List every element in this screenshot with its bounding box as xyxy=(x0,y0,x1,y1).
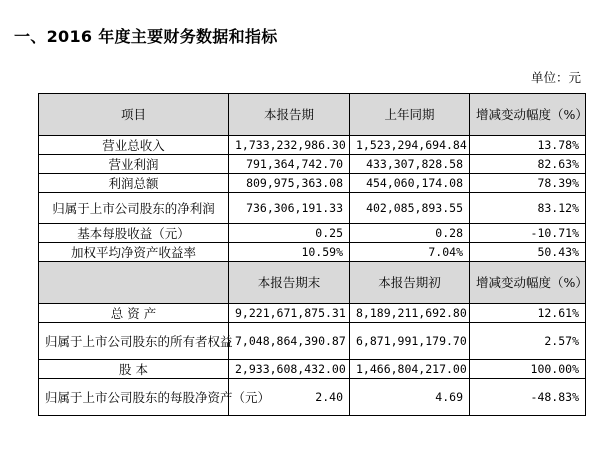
row-change: -10.71% xyxy=(470,224,586,243)
row-current: 2.40 xyxy=(229,379,350,416)
row-item: 加权平均净资产收益率 xyxy=(39,243,229,262)
row-item: 股 本 xyxy=(39,360,229,379)
row-change: 50.43% xyxy=(470,243,586,262)
row-item: 归属于上市公司股东的净利润 xyxy=(39,193,229,224)
header-period-end: 本报告期末 xyxy=(229,262,350,304)
row-change: 13.78% xyxy=(470,136,586,155)
header-current-period: 本报告期 xyxy=(229,94,350,136)
table-row xyxy=(39,224,586,243)
row-prior: 433,307,828.58 xyxy=(350,155,470,174)
row-current: 9,221,671,875.31 xyxy=(229,304,350,323)
row-current: 7,048,864,390.87 xyxy=(229,323,350,360)
table-row xyxy=(39,136,586,155)
row-item: 营业利润 xyxy=(39,155,229,174)
header-blank xyxy=(39,262,229,304)
row-prior: 1,523,294,694.84 xyxy=(350,136,470,155)
row-item: 基本每股收益（元） xyxy=(39,224,229,243)
row-prior: 454,060,174.08 xyxy=(350,174,470,193)
row-prior: 4.69 xyxy=(350,379,470,416)
header-prior-period: 上年同期 xyxy=(350,94,470,136)
row-change: 100.00% xyxy=(470,360,586,379)
row-prior: 402,085,893.55 xyxy=(350,193,470,224)
row-current: 736,306,191.33 xyxy=(229,193,350,224)
header-period-start: 本报告期初 xyxy=(350,262,470,304)
row-item: 利润总额 xyxy=(39,174,229,193)
table-row xyxy=(39,243,586,262)
row-prior: 8,189,211,692.80 xyxy=(350,304,470,323)
table-row xyxy=(39,174,586,193)
row-change: 2.57% xyxy=(470,323,586,360)
row-change: 12.61% xyxy=(470,304,586,323)
row-prior: 6,871,991,179.70 xyxy=(350,323,470,360)
row-prior: 7.04% xyxy=(350,243,470,262)
row-item: 归属于上市公司股东的每股净资产（元） xyxy=(39,379,229,416)
table-header-row-2 xyxy=(39,262,586,304)
table-row xyxy=(39,304,586,323)
financial-data-table xyxy=(38,93,586,416)
table-row xyxy=(39,360,586,379)
header-item: 项目 xyxy=(39,94,229,136)
row-change: 78.39% xyxy=(470,174,586,193)
row-current: 809,975,363.08 xyxy=(229,174,350,193)
row-change: 82.63% xyxy=(470,155,586,174)
header-change-pct-2: 增减变动幅度（%） xyxy=(470,262,586,304)
section-title: 一、2016 年度主要财务数据和指标 xyxy=(14,27,278,46)
row-prior: 0.28 xyxy=(350,224,470,243)
unit-label: 单位：元 xyxy=(530,70,581,85)
row-current: 2,933,608,432.00 xyxy=(229,360,350,379)
row-prior: 1,466,804,217.00 xyxy=(350,360,470,379)
row-change: 83.12% xyxy=(470,193,586,224)
row-current: 10.59% xyxy=(229,243,350,262)
row-current: 791,364,742.70 xyxy=(229,155,350,174)
row-item: 总 资 产 xyxy=(39,304,229,323)
table-row xyxy=(39,323,586,360)
row-item: 归属于上市公司股东的所有者权益 xyxy=(39,323,229,360)
row-item: 营业总收入 xyxy=(39,136,229,155)
header-change-pct: 增减变动幅度（%） xyxy=(470,94,586,136)
row-current: 0.25 xyxy=(229,224,350,243)
table-row xyxy=(39,193,586,224)
row-current: 1,733,232,986.30 xyxy=(229,136,350,155)
table-row xyxy=(39,379,586,416)
row-change: -48.83% xyxy=(470,379,586,416)
table-header-row xyxy=(39,94,586,136)
table-row xyxy=(39,155,586,174)
